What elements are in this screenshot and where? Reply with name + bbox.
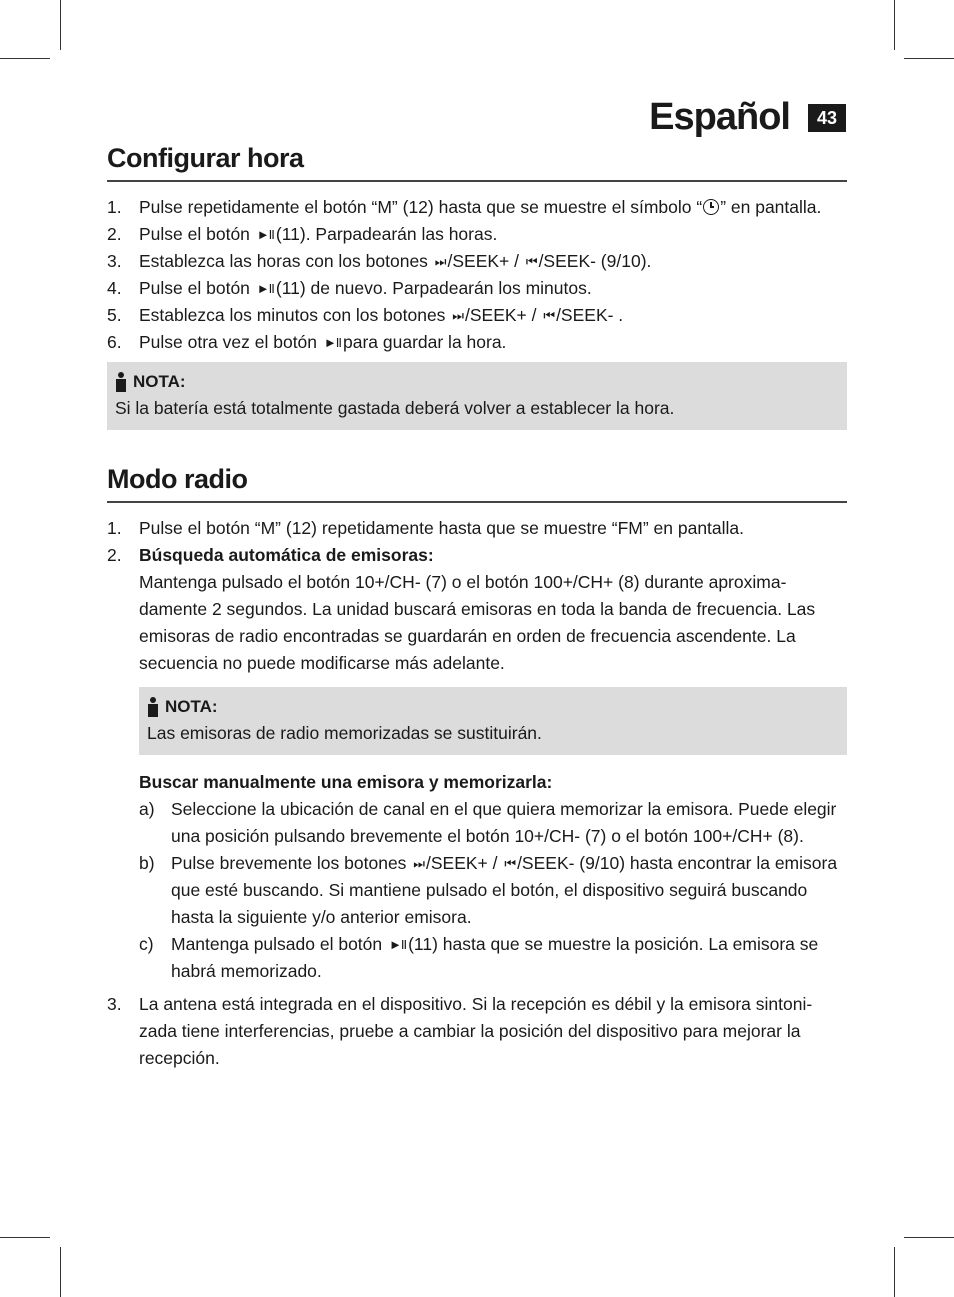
section-title-modo-radio: Modo radio [107,464,847,503]
list-item: 3. La antena está integrada en el dispositivo. Si la recepción es débil y la emisora sintoni-zada tiene interferencias, pruebe a cambiar la posición del dispositivo para mejorar la recepción. [107,994,813,1068]
list-item: 2. Pulse el botón ►II (11). Parpadearán las horas. [107,221,847,248]
list-item: 2. Búsqueda automática de emisoras: Mantenga pulsado el botón 10+/CH- (7) o el botón 100+/CH+ (8) durante aproxima-damente 2 segundos. La unidad buscará emisoras en toda la banda de frecuencia. Las emisoras de radio encontradas se guardarán en orden de frecuencia ascendente. La secuencia no puede modificarse más adelante. NOTA: Las emisoras de radio memorizadas se sustituirán. Buscar manualmente una emisora y memorizarla: a) Seleccione la ubicación de canal en el que quiera memorizar la emisora. Puede elegir una posición pulsando brevemente el botón 10+/CH- (7) o el botón 100+/CH+ (8). b) Pulse brevemente los botones ⏭ /SEEK+ / ⏮ /SEEK- (9/10) hasta encontrar la emisora que esté buscando. Si mantiene pulsado el botón, el dispositivo seguirá buscando hasta la siguiente y/o anterior emisora. c) Mantenga pulsado el botón ►II (11) hasta que se muestre la posición. La emisora se habrá memorizado. [107,542,847,985]
crop-mark [60,1247,61,1297]
list-item: c) Mantenga pulsado el botón ►II (11) hasta que se muestre la posición. La emisora se habrá memorizado. [139,931,847,985]
info-person-icon [147,697,159,717]
auto-search-text: Mantenga pulsado el botón 10+/CH- (7) o el botón 100+/CH+ (8) durante aproxima-damente 2 segundos. La unidad buscará emisoras en toda la banda de frecuencia. Las emisoras de radio encontradas se guardarán en orden de frecuencia ascendente. La secuencia no puede modificarse más adelante. [139,572,816,673]
crop-mark [0,58,50,59]
list-item: b) Pulse brevemente los botones ⏭ /SEEK+ / ⏮ /SEEK- (9/10) hasta encontrar la emisora que esté buscando. Si mantiene pulsado el botón, el dispositivo seguirá buscando hasta la siguiente y/o anterior emisora. [139,850,847,931]
list-item: 5. Establezca los minutos con los botones ⏭ /SEEK+ / ⏮ /SEEK- . [107,302,847,329]
radio-steps [107,515,847,1072]
list-item: a) Seleccione la ubicación de canal en el que quiera memorizar la emisora. Puede elegir una posición pulsando brevemente el botón 10+/CH- (7) o el botón 100+/CH+ (8). [139,799,837,846]
next-track-icon: ⏭ [452,308,463,323]
clock-icon [703,199,719,215]
crop-mark [60,0,61,50]
previous-track-icon: ⏮ [525,254,537,269]
page-header [649,96,846,139]
crop-mark [904,1237,954,1238]
manual-search-steps [139,796,847,985]
time-setup-steps [107,194,847,356]
list-item: 1. Pulse repetidamente el botón “M” (12) hasta que se muestre el símbolo “ ” en pantalla. [107,197,822,217]
crop-mark [894,1247,895,1297]
section-title-configurar-hora: Configurar hora [107,143,847,182]
list-item: 1. Pulse el botón “M” (12) repetidamente hasta que se muestre “FM” en pantalla. [107,518,745,538]
note-box: NOTA: Si la batería está totalmente gastada deberá volver a establecer la hora. [107,362,847,430]
crop-mark [0,1237,50,1238]
list-item: 3. Establezca las horas con los botones ⏭ /SEEK+ / ⏮ /SEEK- (9/10). [107,248,847,275]
play-pause-icon: ►II [256,227,274,242]
play-pause-icon: ►II [256,281,274,296]
auto-search-heading: Búsqueda automática de emisoras: [139,545,434,565]
note-text: Las emisoras de radio memorizadas se sustituirán. [147,723,542,743]
page-number: 43 [808,104,846,132]
page-content [107,143,847,1072]
language-title: Español [649,96,790,138]
list-item: 4. Pulse el botón ►II (11) de nuevo. Parpadearán los minutos. [107,275,847,302]
previous-track-icon: ⏮ [543,308,555,323]
play-pause-icon: ►II [389,937,407,952]
previous-track-icon: ⏮ [504,856,516,871]
next-track-icon: ⏭ [413,856,424,871]
note-text: Si la batería está totalmente gastada deberá volver a establecer la hora. [115,398,675,418]
info-person-icon [115,372,127,392]
list-item: 6. Pulse otra vez el botón ►II para guardar la hora. [107,329,847,356]
manual-search-heading: Buscar manualmente una emisora y memorizarla: [139,772,553,792]
crop-mark [904,58,954,59]
next-track-icon: ⏭ [434,254,446,269]
note-box: NOTA: Las emisoras de radio memorizadas se sustituirán. [139,687,847,755]
crop-mark [894,0,895,50]
play-pause-icon: ►II [323,335,341,350]
